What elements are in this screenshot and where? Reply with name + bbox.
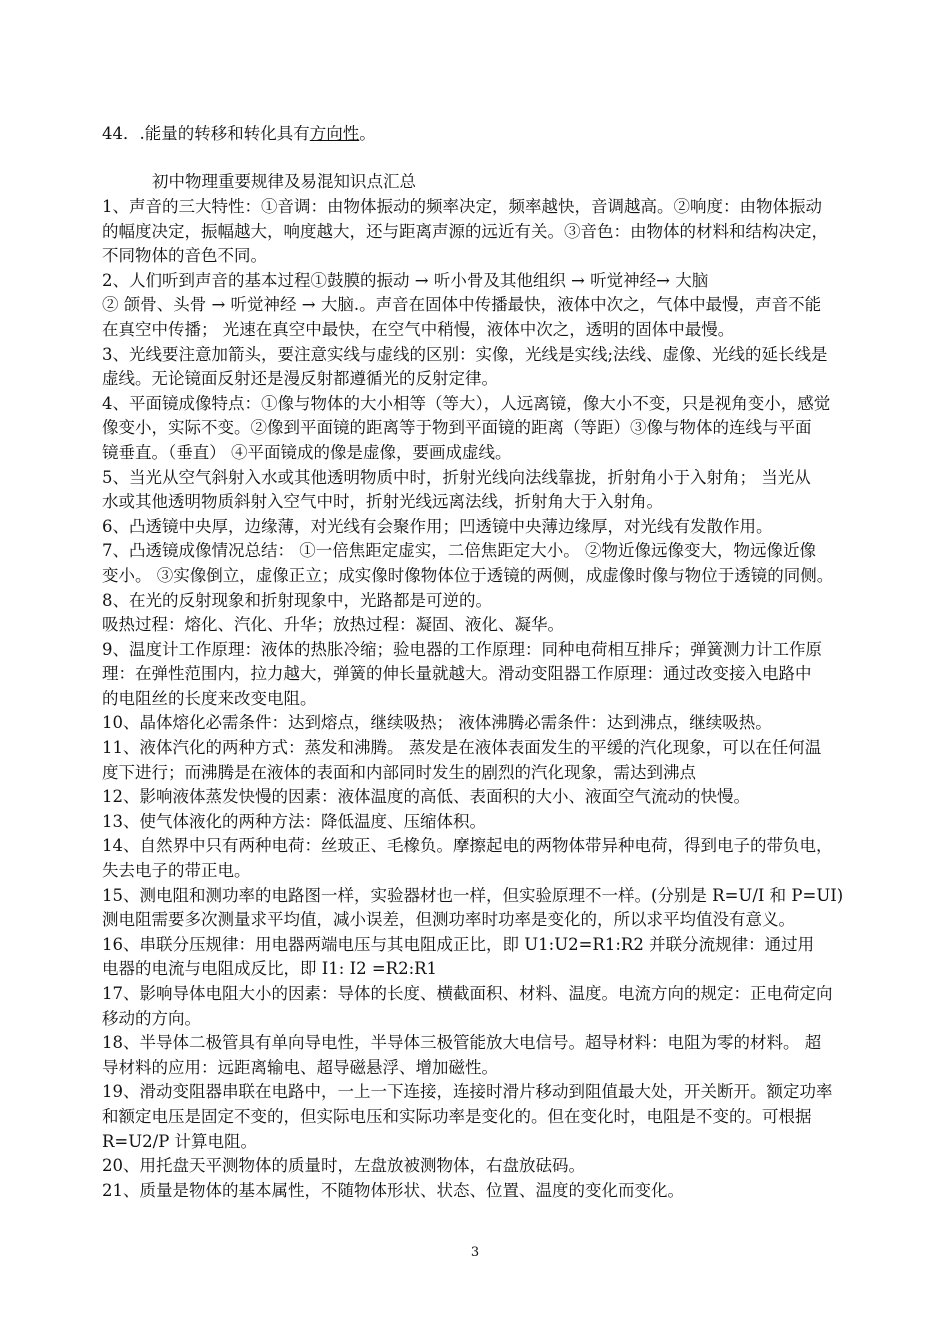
text-line: 不同物体的音色不同。 xyxy=(102,246,267,266)
text-line: 变小。 ③实像倒立，虚像正立；成实像时像物体位于透镜的两侧，成虚像时像与物位于透镜的同侧。 xyxy=(102,565,834,585)
item-44-suffix: 。 xyxy=(359,124,376,143)
page-number: 3 xyxy=(470,1245,480,1260)
section-title: 初中物理重要规律及易混知识点汇总 xyxy=(152,172,416,191)
text-line: 电器的电流与电阻成反比，即 I1: I2 =R2:R1 xyxy=(102,959,438,979)
text-line: 9、温度计工作原理：液体的热胀冷缩；验电器的工作原理：同种电荷相互排斥；弹簧测力计工作原 xyxy=(102,639,822,659)
text-line: 15、测电阻和测功率的电路图一样，实验器材也一样，但实验原理不一样。(分别是 R=U/I 和 P=UI) xyxy=(102,885,844,905)
text-line: 和额定电压是固定不变的，但实际电压和实际功率是变化的。但在变化时，电阻是不变的。可根据 xyxy=(102,1106,812,1126)
text-line: 的电阻丝的长度来改变电阻。 xyxy=(102,688,317,708)
text-line: 1、声音的三大特性：①音调：由物体振动的频率决定，频率越快，音调越高。②响度：由物体振动 xyxy=(102,197,822,216)
text-line: 失去电子的带正电。 xyxy=(102,861,251,881)
text-line: 11、液体汽化的两种方式：蒸发和沸腾。 蒸发是在液体表面发生的平缓的汽化现象，可以在任何温 xyxy=(102,738,822,758)
item-44 xyxy=(102,122,862,147)
text-line: 7、凸透镜成像情况总结： ①一倍焦距定虚实，二倍焦距定大小。 ②物近像远像变大，物远像近像 xyxy=(102,541,816,561)
text-line: R=U2/P 计算电阻。 xyxy=(102,1131,258,1151)
text-line: 移动的方向。 xyxy=(102,1008,201,1028)
text-line: 吸热过程：熔化、汽化、升华；放热过程：凝固、液化、凝华。 xyxy=(102,615,564,635)
text-line: 17、影响导体电阻大小的因素：导体的长度、横截面积、材料、温度。电流方向的规定：正电荷定向 xyxy=(102,984,833,1003)
text-line: 3、光线要注意加箭头，要注意实线与虚线的区别：实像，光线是实线;法线、虚像、光线的延长线是 xyxy=(102,344,828,364)
text-line: 虚线。无论镜面反射还是漫反射都遵循光的反射定律。 xyxy=(102,369,498,389)
item-44-underlined-term: 方向性 xyxy=(309,124,360,143)
text-line: 像变小，实际不变。②像到平面镜的距离等于物到平面镜的距离（等距）③像与物体的连线与平面 xyxy=(102,418,812,438)
text-line: ② 颌骨、头骨 → 听觉神经 → 大脑.。声音在固体中传播最快，液体中次之，气体中最慢，声音不能 xyxy=(102,295,822,315)
text-line: 5、当光从空气斜射入水或其他透明物质中时，折射光线向法线靠拢，折射角小于入射角； 当光从 xyxy=(102,467,811,487)
text-line: 镜垂直。（垂直） ④平面镜成的像是虚像，要画成虚线。 xyxy=(102,442,512,462)
text-line: 的幅度决定，振幅越大，响度越大，还与距离声源的远近有关。③音色：由物体的材料和结构决定， xyxy=(102,221,828,241)
text-line: 导材料的应用：远距离输电、超导磁悬浮、增加磁性。 xyxy=(102,1057,498,1077)
text-line: 13、使气体液化的两种方法：降低温度、压缩体积。 xyxy=(102,811,486,831)
text-line: 理：在弹性范围内，拉力越大，弹簧的伸长量就越大。滑动变阻器工作原理：通过改变接入电路中 xyxy=(102,664,812,684)
text-line: 16、串联分压规律：用电器两端电压与其电阻成正比，即 U1:U2=R1:R2 并联分流规律：通过用 xyxy=(102,934,815,954)
text-line: 测电阻需要多次测量求平均值，减小误差，但测功率时功率是变化的，所以求平均值没有意义。 xyxy=(102,910,795,930)
text-line: 2、人们听到声音的基本过程①鼓膜的振动 → 听小骨及其他组织 → 听觉神经→ 大脑 xyxy=(102,270,709,290)
text-line: 水或其他透明物质斜射入空气中时，折射光线远离法线，折射角大于入射角。 xyxy=(102,492,663,512)
text-line: 21、质量是物体的基本属性，不随物体形状、状态、位置、温度的变化而变化。 xyxy=(102,1180,684,1200)
document-body xyxy=(102,195,908,1203)
text-line: 8、在光的反射现象和折射现象中，光路都是可逆的。 xyxy=(102,590,492,610)
text-line: 20、用托盘天平测物体的质量时，左盘放被测物体，右盘放砝码。 xyxy=(102,1156,585,1176)
text-line: 10、晶体熔化必需条件：达到熔点，继续吸热； 液体沸腾必需条件：达到沸点，继续吸热。 xyxy=(102,713,772,733)
text-line: 6、凸透镜中央厚，边缘薄，对光线有会聚作用；凹透镜中央薄边缘厚，对光线有发散作用。 xyxy=(102,516,773,536)
item-44-prefix: 44．.能量的转移和转化具有 xyxy=(102,124,310,143)
text-line: 在真空中传播； 光速在真空中最快，在空气中稍慢，液体中次之，透明的固体中最慢。 xyxy=(102,319,735,339)
text-line: 度下进行；而沸腾是在液体的表面和内部同时发生的剧烈的汽化现象，需达到沸点 xyxy=(102,762,696,782)
text-line: 4、平面镜成像特点：①像与物体的大小相等（等大），人远离镜，像大小不变，只是视角变小，感觉 xyxy=(102,393,831,413)
text-line: 18、半导体二极管具有单向导电性，半导体三极管能放大电信号。超导材料：电阻为零的材料。 超 xyxy=(102,1033,822,1053)
text-line: 12、影响液体蒸发快慢的因素：液体温度的高低、表面积的大小、液面空气流动的快慢。 xyxy=(102,787,750,807)
text-line: 14、自然界中只有两种电荷：丝玻正、毛橡负。摩擦起电的两物体带异种电荷，得到电子的带负电， xyxy=(102,836,833,856)
text-line: 19、滑动变阻器串联在电路中，一上一下连接，连接时滑片移动到阻值最大处，开关断开。额定功率 xyxy=(102,1082,833,1102)
